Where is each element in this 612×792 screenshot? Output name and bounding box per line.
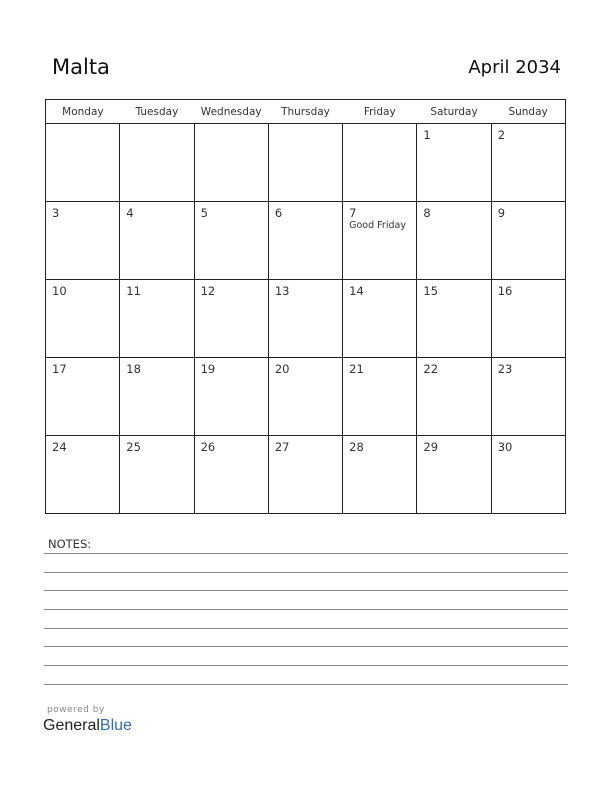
day-number: 21: [349, 362, 364, 376]
day-number: 18: [126, 362, 141, 376]
day-cell: [417, 202, 491, 280]
day-cell: [120, 358, 194, 436]
day-cell: [491, 436, 565, 514]
week-row: [46, 358, 566, 436]
day-number: 10: [52, 284, 67, 298]
week-row: [46, 124, 566, 202]
day-number: 22: [423, 362, 439, 376]
day-cell: [417, 280, 491, 358]
day-number: 14: [349, 284, 364, 298]
weekday-header-row: [46, 100, 566, 124]
day-cell: [417, 436, 491, 514]
weekday-header: Monday: [46, 100, 120, 124]
day-number: 4: [126, 206, 134, 220]
day-number: 7: [349, 206, 357, 220]
note-line: [44, 590, 568, 591]
logo-text-blue: Blue: [99, 717, 132, 734]
day-number: 19: [200, 362, 216, 376]
day-number: 9: [497, 206, 506, 220]
day-number: 28: [349, 440, 364, 454]
day-number: 16: [497, 284, 513, 298]
holiday-label: Good Friday: [349, 220, 406, 231]
country-title: Malta: [52, 55, 110, 79]
day-cell: [417, 358, 491, 436]
day-cell: [268, 124, 342, 202]
day-cell: [120, 202, 194, 280]
note-line: [44, 628, 568, 629]
weekday-header: Sunday: [491, 100, 565, 124]
day-cell: [194, 202, 268, 280]
day-number: 2: [497, 128, 506, 142]
week-row: [46, 202, 566, 280]
day-number: 12: [200, 284, 216, 298]
day-cell: [120, 124, 194, 202]
day-cell: [343, 280, 417, 358]
day-number: 27: [274, 440, 290, 454]
day-number: 26: [200, 440, 216, 454]
day-cell: [46, 358, 120, 436]
day-cell: [491, 280, 565, 358]
day-number: 29: [423, 440, 439, 454]
day-cell: [194, 358, 268, 436]
note-line: [44, 684, 568, 685]
week-row: [46, 280, 566, 358]
day-number: 5: [200, 206, 208, 220]
day-cell: [268, 358, 342, 436]
day-number: 17: [52, 362, 67, 376]
day-cell: [194, 280, 268, 358]
generalblue-logo: [43, 717, 132, 735]
day-cell: [343, 436, 417, 514]
logo-text-general: General: [43, 717, 100, 734]
calendar-grid: [45, 99, 566, 514]
day-cell: [46, 436, 120, 514]
day-cell: [194, 436, 268, 514]
powered-by-text: powered by: [47, 705, 105, 715]
day-cell: [491, 358, 565, 436]
note-line: [44, 609, 568, 610]
month-year-title: April 2034: [468, 57, 561, 78]
day-cell: [120, 436, 194, 514]
day-number: 23: [497, 362, 513, 376]
day-number: 1: [423, 128, 431, 142]
weekday-header: Thursday: [268, 100, 342, 124]
day-cell: [491, 124, 565, 202]
note-line: [44, 646, 568, 647]
day-cell: [46, 280, 120, 358]
note-line: [44, 553, 568, 554]
day-number: 30: [497, 440, 513, 454]
day-cell: [194, 124, 268, 202]
day-number: 25: [126, 440, 141, 454]
day-number: 15: [423, 284, 439, 298]
day-cell: [268, 280, 342, 358]
week-row: [46, 436, 566, 514]
day-cell: [343, 124, 417, 202]
day-cell: [417, 124, 491, 202]
weekday-header: Friday: [343, 100, 417, 124]
weekday-header: Saturday: [417, 100, 491, 124]
day-cell: [343, 358, 417, 436]
day-number: 11: [126, 284, 141, 298]
note-line: [44, 572, 568, 573]
day-cell: [46, 202, 120, 280]
day-cell: [491, 202, 565, 280]
day-cell: [120, 280, 194, 358]
notes-label: NOTES:: [48, 537, 92, 551]
day-cell: [46, 124, 120, 202]
day-cell: [343, 202, 417, 280]
day-number: 6: [274, 206, 283, 220]
weekday-header: Tuesday: [120, 100, 194, 124]
weekday-header: Wednesday: [194, 100, 268, 124]
day-number: 20: [274, 362, 290, 376]
note-line: [44, 665, 568, 666]
day-number: 24: [52, 440, 67, 454]
day-cell: [268, 436, 342, 514]
day-number: 3: [52, 206, 60, 220]
day-number: 8: [423, 206, 431, 220]
day-number: 13: [274, 284, 290, 298]
day-cell: [268, 202, 342, 280]
